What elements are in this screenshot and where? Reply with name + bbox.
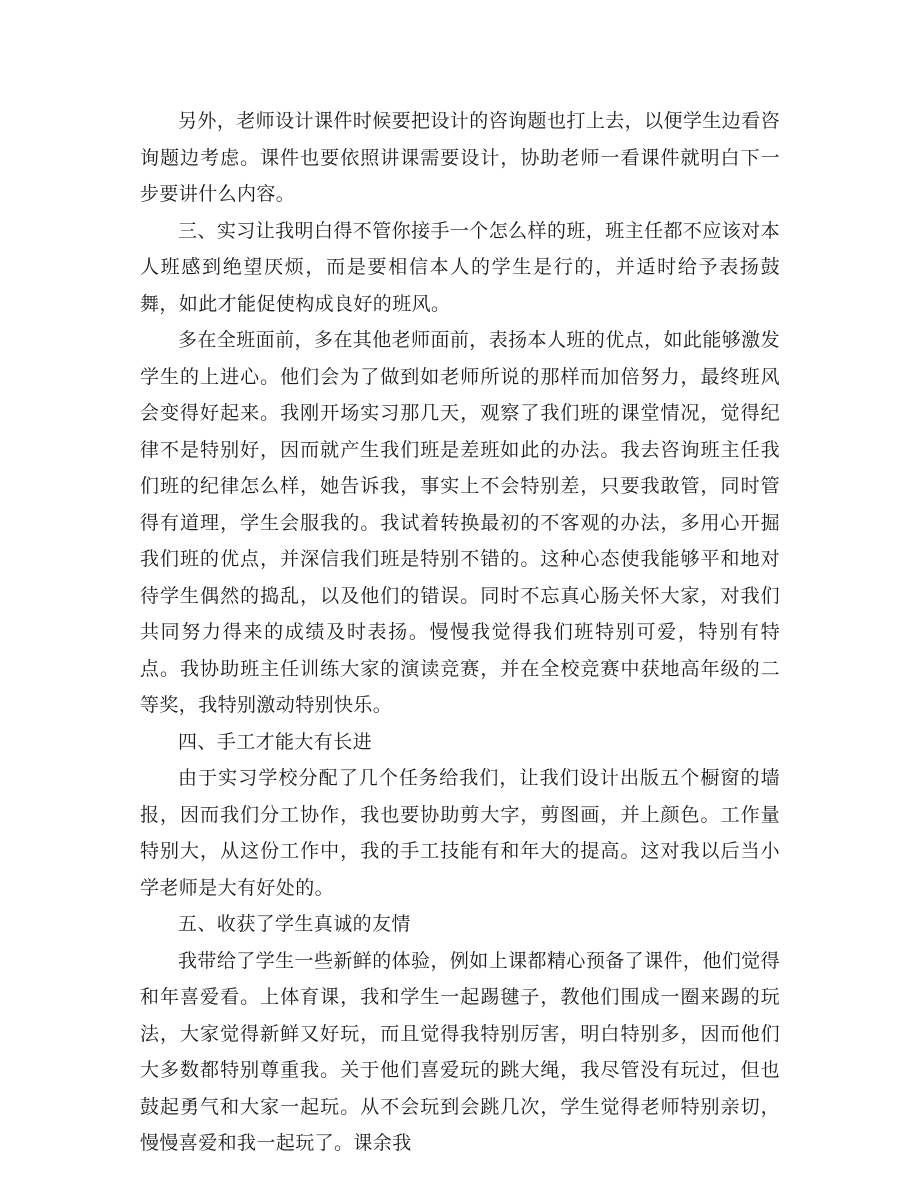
section-heading-four: 四、手工才能大有长进 xyxy=(178,730,373,753)
paragraph-student-friendship: 我带给了学生一些新鲜的体验，例如上课都精心预备了课件，他们觉得和年喜爱看。上体育课，我和学生一起踢毽子，教他们围成一圈来踢的玩法，大家觉得新鲜又好玩，而且觉得我特别厉害，明白特别多，因而他们大多数都特别尊重我。关于他们喜爱玩的跳大绳，我尽管没有玩过，但也鼓起勇气和大家一起玩。从不会玩到会跳几次，学生觉得老师特别亲切，慢慢喜爱和我一起玩了。课余我 xyxy=(140,949,780,1154)
document-body xyxy=(140,103,780,1162)
paragraph-class-praise: 多在全班面前，多在其他老师面前，表扬本人班的优点，如此能够激发学生的上进心。他们会为了做到如老师所说的那样而加倍努力，最终班风会变得好起来。我刚开场实习那几天，观察了我们班的课堂情况，觉得纪律不是特别好，因而就产生我们班是差班如此的办法。我去咨询班主任我们班的纪律怎么样，她告诉我，事实上不会特别差，只要我敢管，同时管得有道理，学生会服我的。我试着转换最初的不客观的办法，多用心开掘我们班的优点，并深信我们班是特别不错的。这种心态使我能够平和地对待学生偶然的捣乱，以及他们的错误。同时不忘真心肠关怀大家，对我们共同努力得来的成绩及时表扬。慢慢我觉得我们班特别可爱，特别有特点。我协助班主任训练大家的演读竞赛，并在全校竞赛中获地高年级的二等奖，我特别激动特别快乐。 xyxy=(140,329,780,716)
paragraph-section-three: 三、实习让我明白得不管你接手一个怎么样的班，班主任都不应该对本人班感到绝望厌烦，而是要相信本人的学生是行的，并适时给予表扬鼓舞，如此才能促使构成良好的班风。 xyxy=(140,219,780,315)
section-heading-five: 五、收获了学生真诚的友情 xyxy=(178,913,411,935)
paragraph-courseware-questions: 另外，老师设计课件时候要把设计的咨询题也打上去，以便学生边看咨询题边考虑。课件也要依照讲课需要设计，协助老师一看课件就明白下一步要讲什么内容。 xyxy=(140,110,780,205)
paragraph-wall-posters: 由于实习学校分配了几个任务给我们，让我们设计出版五个橱窗的墙报，因而我们分工协作，我也要协助剪大字，剪图画，并上颜色。工作量特别大，从这份工作中，我的手工技能有和年大的提高。这对我以后当小学老师是大有好处的。 xyxy=(140,767,780,899)
